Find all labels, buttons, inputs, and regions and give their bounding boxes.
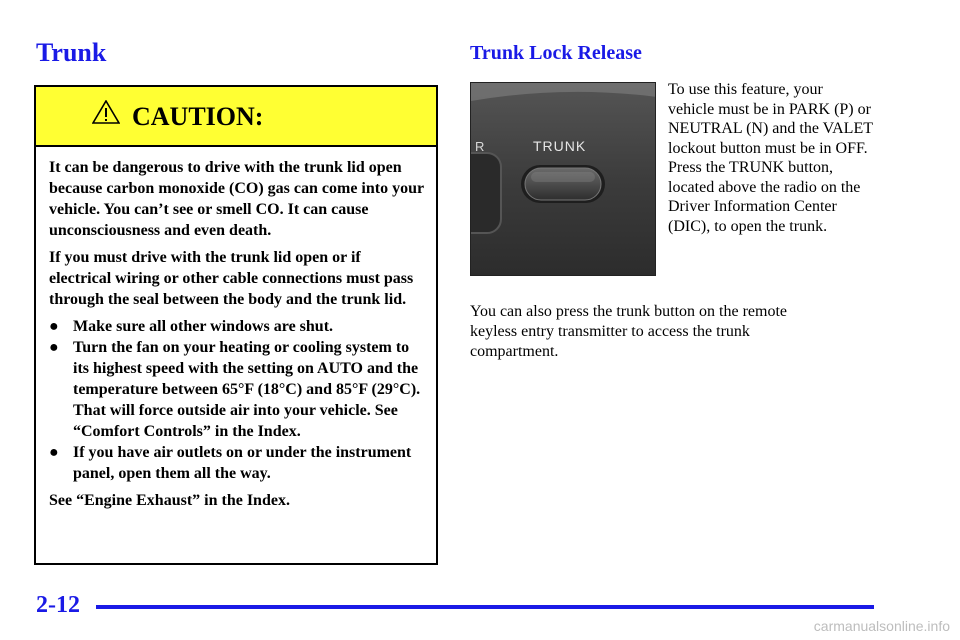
- list-item: [49, 442, 424, 484]
- bullet-icon: ●: [49, 318, 59, 335]
- footer-rule: [96, 605, 874, 609]
- extra-text: You can also press the trunk button on the remote keyless entry transmitter to access the trunk compartment.: [470, 303, 787, 360]
- warning-triangle-icon: [92, 100, 120, 124]
- caution-bullet-list: [49, 316, 424, 484]
- caution-body: [36, 147, 436, 511]
- page-title: Trunk: [36, 38, 107, 67]
- trunk-button-photo: [470, 82, 656, 276]
- section-heading: Trunk Lock Release: [470, 42, 642, 64]
- list-item-text: Make sure all other windows are shut.: [73, 318, 334, 335]
- list-item-text: If you have air outlets on or under the instrument panel, open them all the way.: [73, 444, 412, 482]
- intro-text: To use this feature, your vehicle must be in PARK (P) or NEUTRAL (N) and the VALET lockout button must be in OFF. Press the TRUNK button, located above the radio on the Driver Information Center (DIC), to open the trunk.: [668, 81, 873, 235]
- list-item-text: Turn the fan on your heating or cooling system to its highest speed with the setting on AUTO and the temperature between 65°F (18°C) and 85°F (29°C). That will force outside air into your vehicle. See “Comfort Controls” in the Index.: [73, 339, 421, 440]
- bullet-icon: ●: [49, 444, 59, 461]
- list-item: [49, 337, 424, 442]
- photo-edge-label: R: [475, 139, 485, 154]
- photo-trunk-label: TRUNK: [533, 138, 587, 154]
- caution-footer: See “Engine Exhaust” in the Index.: [49, 492, 290, 509]
- watermark: carmanualsonline.info: [813, 618, 950, 634]
- caution-paragraph: If you must drive with the trunk lid open or if electrical wiring or other cable connections must pass through the seal between the body and the trunk lid.: [49, 249, 414, 308]
- caution-box: [34, 85, 438, 565]
- caution-title: CAUTION:: [132, 102, 264, 131]
- page-number: 2-12: [36, 592, 80, 618]
- trunk-button-illustration: [471, 83, 656, 276]
- list-item: [49, 316, 424, 337]
- caution-header: [36, 87, 436, 147]
- caution-paragraph: It can be dangerous to drive with the trunk lid open because carbon monoxide (CO) gas can come into your vehicle. You can’t see or smell CO. It can cause unconsciousness and even death.: [49, 159, 424, 239]
- bullet-icon: ●: [49, 339, 59, 356]
